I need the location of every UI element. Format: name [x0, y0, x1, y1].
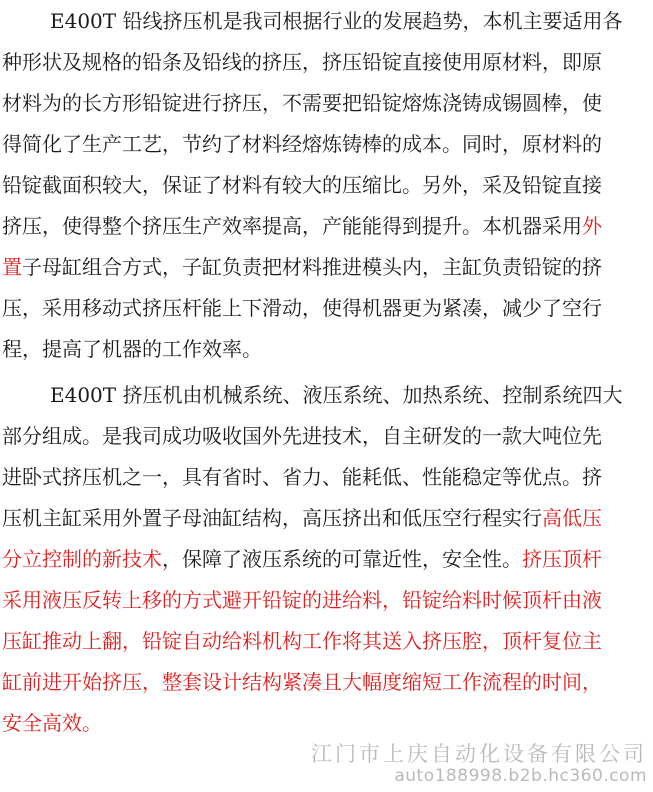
body-text: 压，采用移动式挤压杆能上下滑动，使得机器更为紧凑，减少了空行: [2, 296, 602, 320]
text-line: [2, 251, 602, 283]
body-text: 挤压，使得整个挤压生产效率提高，产能能得到提升。本机器采用: [2, 214, 582, 238]
text-line: [2, 292, 602, 324]
text-line: [2, 87, 602, 119]
body-text: 部分组成。是我司成功吸收国外先进技术，自主研发的一款大吨位先: [2, 424, 602, 448]
text-line: [2, 707, 102, 739]
text-line: [2, 210, 602, 242]
watermark-site: auto188998.b2b.hc360.com: [394, 766, 647, 786]
highlighted-text: 缸前进开始挤压，整套设计结构紧凑且大幅度缩短工作流程的时间，: [2, 670, 602, 694]
text-line: [2, 543, 602, 575]
highlighted-text: 采用液压反转上移的方式避开铅锭的进给料，铅锭给料时候顶杆由液: [2, 588, 602, 612]
body-text: ，保障了液压系统的可靠近性，安全性。: [162, 547, 522, 571]
highlighted-text: 安全高效。: [2, 711, 102, 735]
text-line: [2, 625, 602, 657]
body-text: 材料为的长方形铅锭进行挤压，不需要把铅锭熔炼浇铸成锡圆棒，使: [2, 91, 602, 115]
text-line: [2, 502, 602, 534]
text-line: [2, 420, 602, 452]
body-text: 子母缸组合方式，子缸负责把材料推进模头内，主缸负责铅锭的挤: [22, 255, 602, 279]
text-line: [2, 46, 602, 78]
body-text: E400T 挤压机由机械系统、液压系统、加热系统、控制系统四大: [50, 383, 623, 407]
text-line: [2, 666, 602, 698]
watermark-company: 江门市上庆自动化设备有限公司: [311, 742, 647, 766]
highlighted-text: 外: [582, 214, 602, 238]
text-line: [2, 169, 602, 201]
body-text: 得简化了生产工艺，节约了材料经熔炼铸棒的成本。同时，原材料的: [2, 132, 602, 156]
highlighted-text: 置: [2, 255, 22, 279]
highlighted-text: 高低压: [542, 506, 602, 530]
highlighted-text: 分立控制的新技术: [2, 547, 162, 571]
text-line: [50, 5, 622, 37]
body-text: E400T 铅线挤压机是我司根据行业的发展趋势，本机主要适用各: [50, 9, 623, 33]
body-text: 种形状及规格的铅条及铅线的挤压，挤压铅锭直接使用原材料，即原: [2, 50, 602, 74]
body-text: 进卧式挤压机之一，具有省时、省力、能耗低、性能稳定等优点。挤: [2, 465, 602, 489]
text-line: [2, 128, 602, 160]
text-line: [2, 333, 262, 365]
body-text: 压机主缸采用外置子母油缸结构，高压挤出和低压空行程实行: [2, 506, 542, 530]
highlighted-text: 压缸推动上翻，铅锭自动给料机构工作将其送入挤压腔，顶杆复位主: [2, 629, 602, 653]
body-text: 程，提高了机器的工作效率。: [2, 337, 262, 361]
text-line: [2, 461, 602, 493]
body-text: 铅锭截面积较大，保证了材料有较大的压缩比。另外，采及铅锭直接: [2, 173, 602, 197]
highlighted-text: 挤压顶杆: [522, 547, 602, 571]
text-line: [50, 379, 622, 411]
text-line: [2, 584, 602, 616]
